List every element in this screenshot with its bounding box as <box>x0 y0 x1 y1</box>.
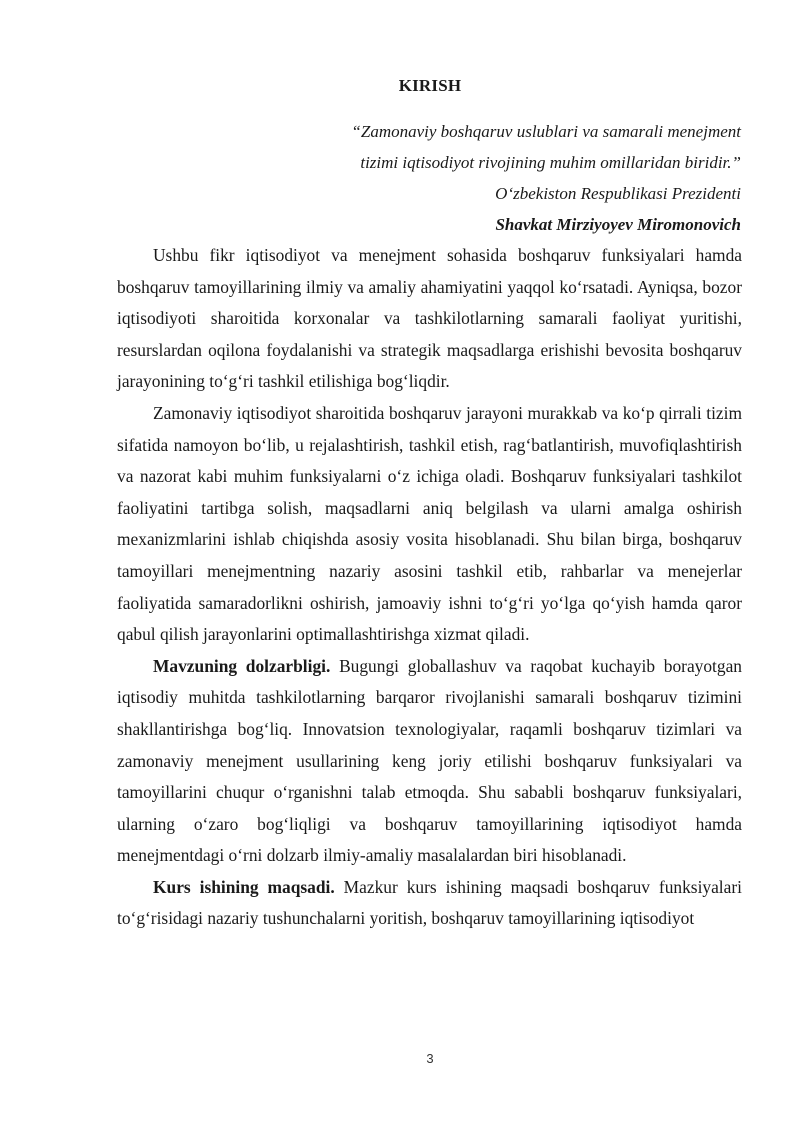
paragraph-text: Zamonaviy iqtisodiyot sharoitida boshqaruv jarayoni murakkab va ko‘p qirrali tizim sifatida namoyon bo‘lib, u rejalashtirish, tashkil etish, rag‘batlantirish, muvofiqlashtirish va nazorat kabi muhim funksiyalarni o‘z ichiga oladi. Boshqaruv funksiyalari tashkilot faoliyatini tartibga solish, maqsadlarni aniq belgilash va ularni amalga oshirish mexanizmlarini ishlab chiqishda asosiy vosita hisoblanadi. Shu bilan birga, boshqaruv tamoyillari menejmentning nazariy asosini tashkil etib, rahbarlar va menejerlar faoliyatida samaradorlikni oshirish, jamoaviy ishni to‘g‘ri yo‘lga qo‘yish hamda qaror qabul qilish jarayonlarini optimallashtirishga xizmat qiladi. <box>117 402 742 645</box>
paragraph-text: Mazkur kurs ishining maqsadi boshqaruv funksiyalari to‘g‘risidagi nazariy tushunchalarni yoritish, boshqaruv tamoyillarining iqtisodiyot <box>117 876 742 929</box>
body-text <box>117 240 742 935</box>
epigraph-author-title: O‘zbekiston Respublikasi Prezidenti <box>495 184 741 203</box>
paragraph <box>117 651 742 872</box>
paragraph-text: Bugungi globallashuv va raqobat kuchayib borayotgan iqtisodiy muhitda tashkilotlarning barqaror rivojlanishi samarali boshqaruv tizimini shakllantirishga bog‘liq. Innovatsion texnologiyalar, raqamli boshqaruv tizimlari va zamonaviy menejment usullarining keng joriy etilishi boshqaruv funksiyalari va tamoyillarini chuqur o‘rganishni talab etmoqda. Shu sababli boshqaruv funksiyalari, ularning o‘zaro bog‘liqligi va boshqaruv tamoyillarining iqtisodiyot hamda menejmentdagi o‘rni dolzarb ilmiy-amaliy masalalardan biri hisoblanadi. <box>117 655 742 866</box>
epigraph <box>351 116 741 240</box>
page-number: 3 <box>426 1051 434 1066</box>
paragraph-lead: Mavzuning dolzarbligi. <box>153 655 331 676</box>
paragraph-text: Ushbu fikr iqtisodiyot va menejment sohasida boshqaruv funksiyalari hamda boshqaruv tamoyillarining ilmiy va amaliy ahamiyatini yaqqol ko‘rsatadi. Ayniqsa, bozor iqtisodiyoti sharoitida korxonalar va tashkilotlarning samarali faoliyat yuritishi, resurslardan oqilona foydalanishi va strategik maqsadlarga erishishi bevosita boshqaruv jarayonining to‘g‘ri tashkil etilishiga bog‘liqdir. <box>117 245 742 392</box>
paragraph <box>117 240 742 398</box>
epigraph-quote-line-1: “Zamonaviy boshqaruv uslublari va samarali menejment <box>351 122 741 141</box>
epigraph-quote-line-2: tizimi iqtisodiyot rivojining muhim omillaridan biridir.” <box>360 153 741 172</box>
section-heading: KIRISH <box>398 76 462 95</box>
paragraph <box>117 872 742 935</box>
paragraph-lead: Kurs ishining maqsadi. <box>153 876 335 897</box>
paragraph <box>117 398 742 651</box>
epigraph-author-name: Shavkat Mirziyoyev Miromonovich <box>495 215 741 234</box>
